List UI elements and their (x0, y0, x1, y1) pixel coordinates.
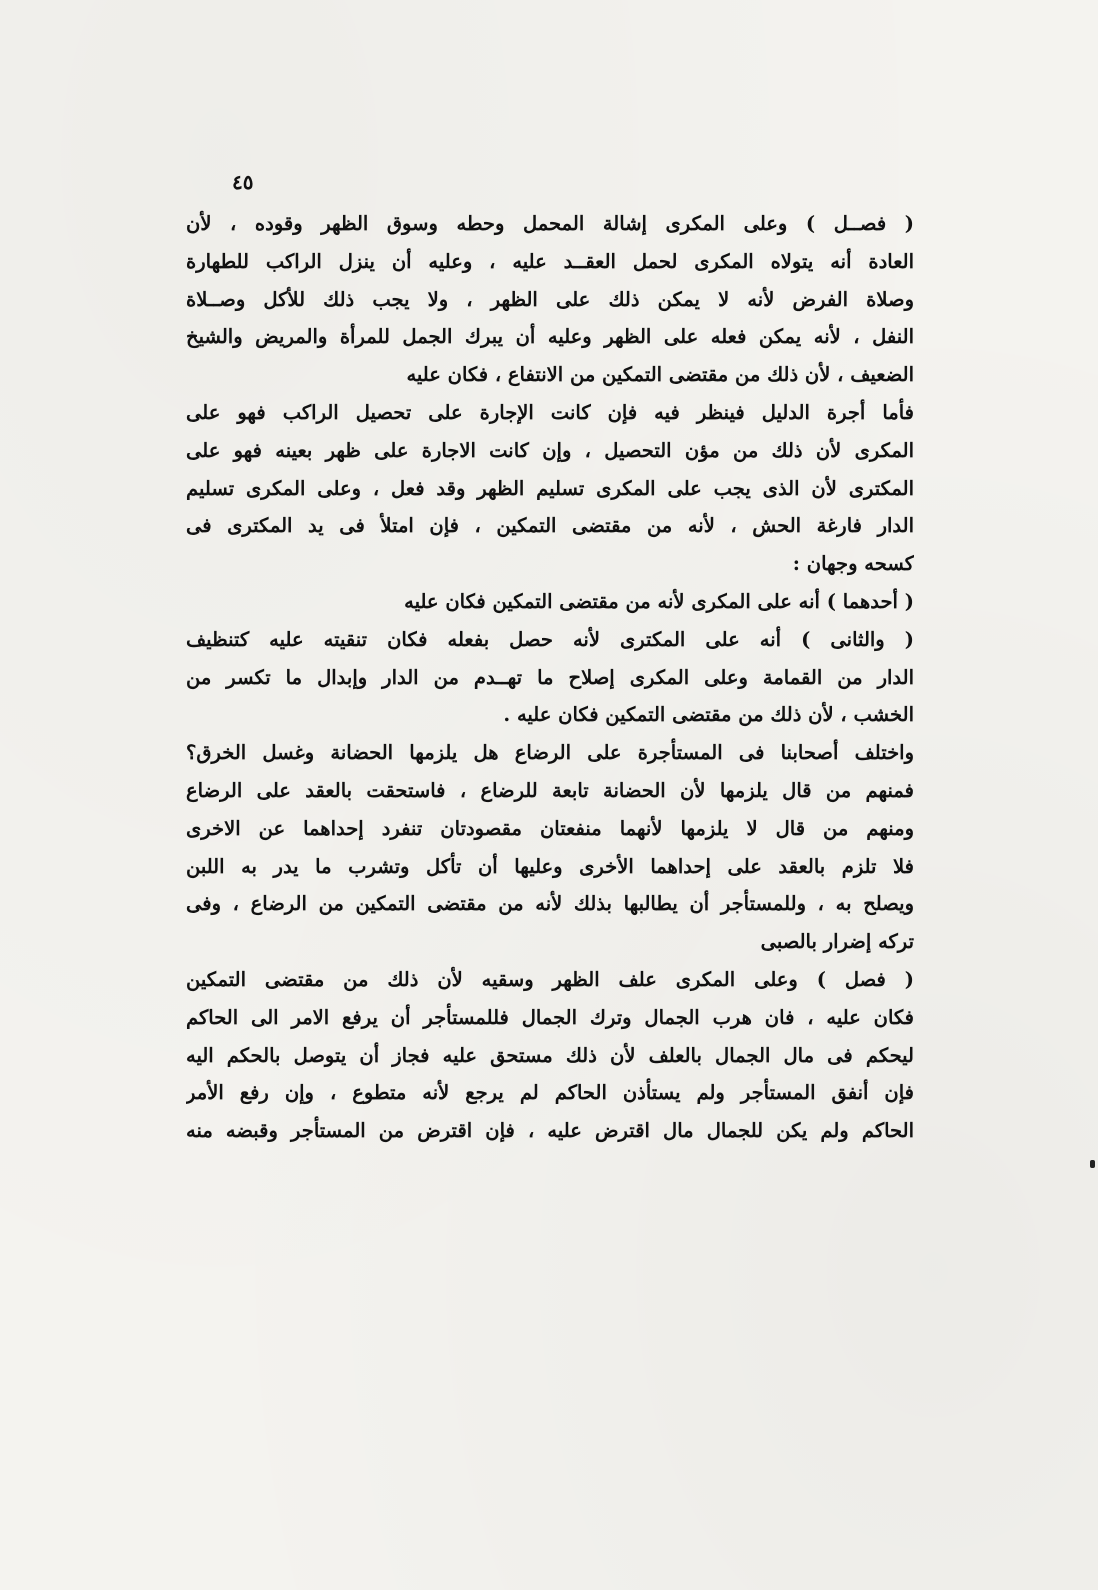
text-line: كسحه وجهان : (792, 552, 914, 576)
text-line: فمنهم من قال يلزمها لأن الحضانة تابعة للرضاع ، فاستحقت بالعقد على الرضاع (186, 778, 914, 802)
text-line: العادة أنه يتولاه المكرى لحمل العقــد عليه ، وعليه أن ينزل الراكب للطهارة (186, 249, 914, 273)
scan-speck (1090, 1160, 1095, 1168)
text-line: ( والثانى ) أنه على المكترى لأنه حصل بفعله فكان تنقيته عليه كتنظيف (186, 627, 914, 651)
text-line: واختلف أصحابنا فى المستأجرة على الرضاع هل يلزمها الحضانة وغسل الخرق؟ (186, 741, 914, 765)
text-line: الدار فارغة الحش ، لأنه من مقتضى التمكين ، فإن امتلأ فى يد المكترى فى (186, 514, 914, 538)
text-line: ويصلح به ، وللمستأجر أن يطالبها بذلك لأنه من مقتضى التمكين من الرضاع ، وفى (186, 892, 914, 916)
text-line: الخشب ، لأن ذلك من مقتضى التمكين فكان عليه . (503, 703, 914, 727)
text-line: الدار من القمامة وعلى المكرى إصلاح ما تهــدم من الدار وإبدال ما تكسر من (186, 665, 914, 689)
text-line: ( أحدهما ) أنه على المكرى لأنه من مقتضى التمكين فكان عليه (404, 589, 914, 613)
text-line: المكرى لأن ذلك من مؤن التحصيل ، وإن كانت الاجارة على ظهر بعينه فهو على (186, 438, 914, 462)
text-line: تركه إضرار بالصبى (760, 930, 914, 954)
text-line: الحاكم ولم يكن للجمال مال اقترض عليه ، فإن اقترض من المستأجر وقبضه منه (186, 1119, 914, 1143)
text-line: فأما أجرة الدليل فينظر فيه فإن كانت الإجارة على تحصيل الراكب فهو على (186, 400, 914, 424)
text-line: ( فصــل ) وعلى المكرى إشالة المحمل وحطه وسوق الظهر وقوده ، لأن (186, 212, 914, 235)
text-line: فكان عليه ، فان هرب الجمال وترك الجمال فللمستأجر أن يرفع الامر الى الحاكم (186, 1005, 914, 1029)
text-line: ومنهم من قال لا يلزمها لأنهما منفعتان مقصودتان تنفرد إحداهما عن الاخرى (186, 816, 914, 840)
text-line: ليحكم فى مال الجمال بالعلف لأن ذلك مستحق عليه فجاز أن يتوصل بالحكم اليه (186, 1043, 914, 1067)
text-line: المكترى لأن الذى يجب على المكرى تسليم الظهر وقد فعل ، وعلى المكرى تسليم (186, 476, 914, 500)
text-line: الضعيف ، لأن ذلك من مقتضى التمكين من الانتفاع ، فكان عليه (406, 363, 914, 387)
text-line: النفل ، لأنه يمكن فعله على الظهر وعليه أن يبرك الجمل للمرأة والمريض والشيخ (186, 325, 914, 349)
body-text (186, 205, 914, 1150)
page-number: ٤٥ (232, 170, 254, 194)
text-line: فإن أنفق المستأجر ولم يستأذن الحاكم لم يرجع لأنه متطوع ، وإن رفع الأمر (186, 1081, 914, 1105)
text-line: ( فصل ) وعلى المكرى علف الظهر وسقيه لأن ذلك من مقتضى التمكين (186, 967, 914, 991)
text-line: فلا تلزم بالعقد على إحداهما الأخرى وعليها أن تأكل وتشرب ما يدر به اللبن (186, 854, 914, 878)
text-line: وصلاة الفرض لأنه لا يمكن ذلك على الظهر ، ولا يجب ذلك للأكل وصــلاة (186, 287, 914, 311)
